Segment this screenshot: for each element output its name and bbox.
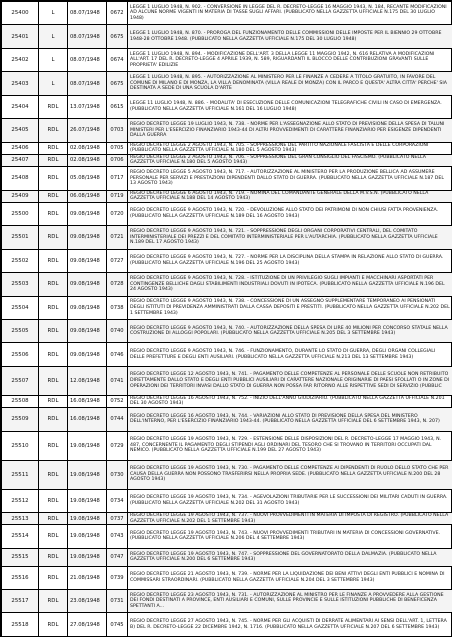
table-row (2, 190, 452, 202)
act-description: LEGGE 1 LUGLIO 1948, N. 895. - AUTORIZZAZIONE AL MINISTERO PER LE FINANZE A CEDERE A TITOLO GRATUITO, IN FAVORE DEL COMUNE DI MILANO E DI MONZA, LA VILLA DENOMINATA (VILLA REALE DI MONZA) CON IL PARCO E QUESTA' ALTRA CITTA' PERCHE' SIA DESTINATA A SEDE DI UNA SCUOLA D'ARTE (128, 72, 452, 95)
register-rows (2, 2, 452, 637)
act-date: 08.07/1948 (68, 25, 107, 48)
act-type: RDL (39, 95, 68, 118)
page-ref: 0737 (107, 513, 128, 525)
table-row (2, 343, 452, 366)
page-ref: 0674 (107, 48, 128, 71)
entry-number: 25400 (2, 2, 39, 25)
entry-number: 25518 (2, 613, 39, 636)
page-ref: 0729 (107, 431, 128, 460)
page-ref: 0752 (107, 395, 128, 407)
page-ref: 0719 (107, 190, 128, 202)
entry-number: 25508 (2, 395, 39, 407)
act-date: 12.08/1948 (68, 366, 107, 395)
page-ref: 0747 (107, 548, 128, 566)
act-date: 19.08/1948 (68, 460, 107, 489)
entry-number: 25501 (2, 226, 39, 249)
table-row (2, 548, 452, 566)
act-date: 16.08/1948 (68, 395, 107, 407)
act-date: 19.08/1948 (68, 548, 107, 566)
act-type: RDL (39, 226, 68, 249)
page-ref: 0672 (107, 2, 128, 25)
entry-number: 25507 (2, 366, 39, 395)
page-ref: 0615 (107, 95, 128, 118)
page-ref: 0705 (107, 142, 128, 154)
page-ref: 0720 (107, 202, 128, 225)
act-date: 19.08/1948 (68, 489, 107, 512)
table-row (2, 154, 452, 166)
act-type: RDL (39, 249, 68, 272)
table-row (2, 202, 452, 225)
act-type: L (39, 2, 68, 25)
table-row (2, 489, 452, 512)
act-date: 09.08/1948 (68, 226, 107, 249)
table-row (2, 95, 452, 118)
entry-number: 25407 (2, 154, 39, 166)
act-description: REGIO DECRETO LEGGE 19 AGOSTO 1943, N. 737. - NUOVI PROVVEDIMENTI IN MATERIA DI IMPOSTA DI REGISTRO. (PUBBLICATO NELLA GAZZETTA UFFICIALE N.202 DEL 1 SETTEMBRE 1943) (128, 513, 452, 525)
act-date: 02.08/1948 (68, 154, 107, 166)
act-type: RDL (39, 119, 68, 142)
act-type: RDL (39, 167, 68, 190)
act-description: REGIO DECRETO LEGGE 23 AGOSTO 1943, N. 731. - AUTORIZZAZIONE AL MINISTRO PER LE FINANZE A PROVVEDERE ALLA GESTIONE DEI FONDI DESTINATI A PROVINCE, ENTI AUSILIARI E COMUNI, SULLE PROVINCIE E SULLE ISTITUZIONI PUBBLICHE DI BENEFICENZA SPETTANTI A... (128, 589, 452, 612)
act-description: LEGGE 1 LUGLIO 1948, N. 902. - CONVERSIONE IN LEGGE DEL R. DECRETO-LEGGE 16 MAGGIO 1943, N. 184, RECANTE MODIFICAZIONI AD ALCUNE NORME VIGENTI IN MATERIA DI TASSE SUGLI AFFARI. (PUBBLICATO NELLA GAZZETTA UFFICIALE N.175 DEL 30 LUGLIO 1948) (128, 2, 452, 25)
act-type: RDL (39, 343, 68, 366)
table-row (2, 48, 452, 71)
act-description: REGIO DECRETO LEGGE 19 AGOSTO 1943, N. 747. - SOPPRESSIONE DEL GOVERNATORATO DELLA DALMAZIA. (PUBBLICATO NELLA GAZZETTA UFFICIALE N.200 DEL 6 SETTEMBRE 1943) (128, 548, 452, 566)
act-description: REGIO DECRETO LEGGE 19 AGOSTO 1943, N. 730. - PAGAMENTO DELLE COMPETENZE AI DIPENDENTI DI RUOLO DELLO STATO CHE PER CAUSA DELLA GUERRA NON POSSONO TRASFERIRSI NELLA PROPRIA SEDE. (PUBBLICATO NELLA GAZZETTA UFFICIALE N.200 DEL 28 AGOSTO 1943) (128, 460, 452, 489)
page-ref: 0741 (107, 366, 128, 395)
table-row (2, 513, 452, 525)
act-type: RDL (39, 366, 68, 395)
entry-number: 25506 (2, 343, 39, 366)
page-ref: 0706 (107, 154, 128, 166)
act-description: REGIO DECRETO LEGGE 6 AGOSTO 1943, N. 719. - NOMINA DEL COMANDANTE GENERALE DELLA M.V.S.N. (PUBBLICATO NELLA GAZZETTA UFFICIALE N.188 DEL 14 AGOSTO 1943) (128, 190, 452, 202)
act-description: REGIO DECRETO LEGGE 19 LUGLIO 1943, N. 738. - NORME PER L'ASSEGNAZIONE ALLO STATO DI PREVISIONE DELLA SPESA DI TALUNI MINISTERI PER L'ESERCIZIO FINANZIARIO 1943-44 DI ALTRI PROVVEDIMENTI DI CARATTERE FINANZIARIO PER ESIGENZE DIPENDENTI DALLA GUERRA (128, 119, 452, 142)
table-row (2, 460, 452, 489)
entry-number: 25505 (2, 319, 39, 342)
entry-number: 25512 (2, 489, 39, 512)
act-description: REGIO DECRETO LEGGE 5 AGOSTO 1943, N. 717. - AUTORIZZAZIONE AL MINISTERO PER LA PRODUZIONE BELLICA AD ASSUMERE PERSONALE PER SERVIZI E PRESTAZIONI DIPENDENTI DALLO STATO DI GUERRA. (PUBBLICATO NELLA GAZZETTA UFFICIALE N.187 DEL 13 AGOSTO 1943) (128, 167, 452, 190)
act-description: REGIO DECRETO LEGGE 9 AGOSTO 1943, N. 727. - NORME PER LA DISCIPLINA DELLA STAMPA IN RELAZIONE ALLO STATO DI GUERRA. (PUBBLICATO NELLA GAZZETTA UFFICIALE N.196 DEL 25 AGOSTO 1943) (128, 249, 452, 272)
entry-number: 25517 (2, 589, 39, 612)
entry-number: 25405 (2, 119, 39, 142)
act-description: REGIO DECRETO LEGGE 19 AGOSTO 1943, N. 729. - ESTENSIONE DELLE DISPOSIZIONI DEL R. DECRETO-LEGGE 17 MAGGIO 1943, N. 487, CONCERNENTE IL PAGAMENTO DEGLI STIPENDI AGLI ORDINARI DEL TESORO CHE SI TROVANO IN TERRITORI OCCUPATI DAL NEMICO. (PUBBLICATO NELLA GAZZETTA UFFICIALE N.199 DEL 27 AGOSTO 1943) (128, 431, 452, 460)
act-date: 06.08/1948 (68, 190, 107, 202)
page-ref: 0740 (107, 319, 128, 342)
page-ref: 0717 (107, 167, 128, 190)
table-row (2, 142, 452, 154)
act-description: REGIO DECRETO LEGGE 19 AGOSTO 1943, N. 743. - NUOVI PROVVEDIMENTI TRIBUTARI IN MATERIA DI CONCESSIONI GOVERNATIVE. (PUBBLICATO NELLA GAZZETTA UFFICIALE N.206 DEL 4 SETTEMBRE 1943) (128, 525, 452, 548)
table-row (2, 25, 452, 48)
table-row (2, 72, 452, 95)
act-date: 09.08/1948 (68, 249, 107, 272)
act-type: RDL (39, 431, 68, 460)
entry-number: 25404 (2, 95, 39, 118)
entry-number: 25401 (2, 25, 39, 48)
act-date: 19.08/1948 (68, 525, 107, 548)
act-date: 08.07/1948 (68, 48, 107, 71)
entry-number: 25515 (2, 548, 39, 566)
table-row (2, 167, 452, 190)
table-row (2, 566, 452, 589)
table-row (2, 408, 452, 431)
act-description: REGIO DECRETO LEGGE 9 AGOSTO 1943, N. 738. - CONCESSIONE DI UN ASSEGNO SUPPLEMENTARE TEMPORANEO AI PENSIONATI DEGLI ISTITUTI DI PREVIDENZA AMMINISTRATI DALLA CASSA DEPOSITI E PRESTITI. (PUBBLICATO NELLA GAZZETTA UFFICIALE N.202 DEL 1 SETTEMBRE 1943) (128, 296, 452, 319)
act-description: REGIO DECRETO LEGGE 12 AGOSTO 1943, N. 741. - PAGAMENTO DELLE COMPETENZE AL PERSONALE DELLE SCUOLE NON RETRIBUITO DIRETTAMENTE DALLO STATO E DEGLI ENTI PUBBLICI AUSILIARI DI CARATTERE NAZIONALE ORIGINARIE DI PAESI SFOLLATI O IN ZONE DI OPERAZIONI DEI TERRITORI INVASI DALLO STATO DI GUERRA NON POSSA FAR RITORNO ALLE RISPETTIVE SEDI DI SERVIZIO (PUBBLIC (128, 366, 452, 395)
table-row (2, 319, 452, 342)
page-ref: 0745 (107, 613, 128, 636)
entry-number: 25511 (2, 460, 39, 489)
page-ref: 0743 (107, 525, 128, 548)
page-ref: 0728 (107, 273, 128, 296)
entry-number: 25502 (2, 249, 39, 272)
entry-number: 25403 (2, 72, 39, 95)
page-ref: 0738 (107, 296, 128, 319)
page-ref: 0703 (107, 119, 128, 142)
act-date: 19.08/1948 (68, 431, 107, 460)
act-type: RDL (39, 489, 68, 512)
act-date: 19.08/1948 (68, 513, 107, 525)
entry-number: 25408 (2, 167, 39, 190)
entry-number: 25516 (2, 566, 39, 589)
page-ref: 0739 (107, 566, 128, 589)
act-type: L (39, 25, 68, 48)
page-ref: 0746 (107, 343, 128, 366)
act-date: 02.08/1948 (68, 142, 107, 154)
act-type: RDL (39, 548, 68, 566)
table-row (2, 366, 452, 395)
act-type: RDL (39, 408, 68, 431)
act-description: REGIO DECRETO LEGGE 16 AGOSTO 1943, N. 752. - INIZIO DELL'ANNO GIUDIZIARIO. (PUBBLICATO NELLA GAZZETTA UFFICIALE N.201 DEL 30 AGOSTO 1943) (128, 395, 452, 407)
page-ref: 0675 (107, 25, 128, 48)
act-type: RDL (39, 202, 68, 225)
act-type: L (39, 72, 68, 95)
act-date: 23.08/1948 (68, 589, 107, 612)
act-description: REGIO DECRETO LEGGE 9 AGOSTO 1943, N. 740. - AUTORIZZAZIONE DELLA SPESA DI LIRE 40 MILIONI PER CONCORSO STATALE NELLA COSTRUZIONE DI ALLOGGI POPOLARI. (PUBBLICATO NELLA GAZZETTA UFFICIALE N.205 DEL 3 SETTEMBRE 1943) (128, 319, 452, 342)
act-date: 27.08/1948 (68, 613, 107, 636)
table-row (2, 613, 452, 636)
table-row (2, 273, 452, 296)
act-date: 08.07/1948 (68, 72, 107, 95)
act-description: LEGGE 1 LUGLIO 1948, N. 894. - MODIFICAZIONE DELL'ART. 3 DELLA LEGGE 11 MAGGIO 1942, N. 616 RELATIVA A MODIFICAZIONI ALL'ART. 17 DEL R. DECRETO-LEGGE 4 APRILE 1939, N. 589, RIGUARDANTI IL BLOCCO DELLE CONTRIBUZIONI GRAVANTI SULLE PROPRIETA' EDILIZIE (128, 48, 452, 71)
act-type: RDL (39, 613, 68, 636)
act-date: 09.08/1948 (68, 343, 107, 366)
act-description: REGIO DECRETO LEGGE 9 AGOSTO 1943, N. 728. - ISTITUZIONE DI UN PRIVILEGIO SUGLI IMPIANTI E MACCHINARI ASPORTATI PER CONTINGENZE BELLICHE DAGLI STABILIMENTI INDUSTRIALI DOVUTI IN IPOTECA. (PUBBLICATO NELLA GAZZETTA UFFICIALE N.196 DEL 24 AGOSTO 1943) (128, 273, 452, 296)
act-description: REGIO DECRETO LEGGE 19 AGOSTO 1943, N. 734. - AGEVOLAZIONI TRIBUTARIE PER LE SUCCESSIONI DEI MILITARI CADUTI IN GUERRA. (PUBBLICATO NELLA GAZZETTA UFFICIALE N.202 DEL 31 AGOSTO 1943) (128, 489, 452, 512)
act-description: REGIO DECRETO LEGGE 16 AGOSTO 1943, N. 744. - VARIAZIONI ALLO STATO DI PREVISIONE DELLA SPESA DEL MINISTERO DELL'INTERNO, PER L'ESERCIZIO FINANZIARIO 1943-44. (PUBBLICATO NELLA GAZZETTA UFFICIALE DEL 6 SETTEMBRE 1943, N. 207) (128, 408, 452, 431)
act-date: 09.08/1948 (68, 296, 107, 319)
entry-number: 25504 (2, 296, 39, 319)
table-row (2, 226, 452, 249)
entry-number: 25409 (2, 190, 39, 202)
legislation-register-table (1, 1, 452, 637)
act-type: RDL (39, 296, 68, 319)
entry-number: 25402 (2, 48, 39, 71)
act-description: REGIO DECRETO LEGGE 2 AGOSTO 1943, N. 706. - SOPPRESSIONE DEL GRAN CONSIGLIO DEL FASCISMO. (PUBBLICATO NELLA GAZZETTA UFFICIALE N.180 DEL 5 AGOSTO 1943) (128, 154, 452, 166)
entry-number: 25503 (2, 273, 39, 296)
act-type: RDL (39, 566, 68, 589)
act-type: RDL (39, 190, 68, 202)
act-description: REGIO DECRETO LEGGE 9 AGOSTO 1943, N. 746. - FUNZIONAMENTO, DURANTE LO STATO DI GUERRA, DEGLI ORGANI COLLEGIALI DELLE PREFETTURE E DEGLI ENTI AUSILIARI. (PUBBLICATO NELLA GAZZETTA UFFICIALE N.213 DEL 13 SETTEMBRE 1943) (128, 343, 452, 366)
table-row (2, 119, 452, 142)
table-row (2, 395, 452, 407)
act-date: 13.07/1948 (68, 95, 107, 118)
table-row (2, 431, 452, 460)
act-date: 09.08/1948 (68, 273, 107, 296)
act-date: 09.08/1948 (68, 319, 107, 342)
act-date: 05.08/1948 (68, 167, 107, 190)
entry-number: 25514 (2, 525, 39, 548)
page-ref: 0721 (107, 226, 128, 249)
act-type: RDL (39, 525, 68, 548)
act-date: 26.07/1948 (68, 119, 107, 142)
entry-number: 25510 (2, 431, 39, 460)
table-row (2, 525, 452, 548)
act-date: 21.08/1948 (68, 566, 107, 589)
page-ref: 0727 (107, 249, 128, 272)
act-type: RDL (39, 513, 68, 525)
act-date: 16.08/1948 (68, 408, 107, 431)
page-ref: 0731 (107, 589, 128, 612)
table-row (2, 296, 452, 319)
entry-number: 25500 (2, 202, 39, 225)
act-type: RDL (39, 460, 68, 489)
act-type: RDL (39, 154, 68, 166)
page-ref: 0730 (107, 460, 128, 489)
act-type: RDL (39, 395, 68, 407)
act-type: L (39, 48, 68, 71)
act-description: REGIO DECRETO LEGGE 2 AGOSTO 1943, N. 705. - SOPPRESSIONE DEL PARTITO NAZIONALE FASCISTA E DELLE CORPORAZIONI (PUBBLICATO NELLA GAZZETTA UFFICIALE N.180 DEL 5 AGOSTO 1943) (128, 142, 452, 154)
act-type: RDL (39, 142, 68, 154)
entry-number: 25406 (2, 142, 39, 154)
table-row (2, 2, 452, 25)
page-ref: 0734 (107, 489, 128, 512)
act-type: RDL (39, 273, 68, 296)
entry-number: 25509 (2, 408, 39, 431)
act-type: RDL (39, 589, 68, 612)
act-description: LEGGE 11 LUGLIO 1948, N. 886. - MODALITA' DI ESECUZIONE DELLE COMUNICAZIONI TELEGRAFICHE CIVILI IN CASO DI EMERGENZA. (PUBBLICATO NELLA GAZZETTA UFFICIALE N.161 DEL 16 LUGLIO 1948) (128, 95, 452, 118)
act-description: REGIO DECRETO LEGGE 27 AGOSTO 1943, N. 745. - NORME PER GLI ACQUISTI DI DERRATE ALIMENTARI AI SENSI DELL'ART. 1, LETTERA B) DEL R. DECRETO-LEGGE 22 DICEMBRE 1942, N. 1716. (PUBBLICATO NELLA GAZZETTA UFFICIALE N.207 DEL 6 SETTEMBRE 1943) (128, 613, 452, 636)
act-description: REGIO DECRETO LEGGE 9 AGOSTO 1943, N. 720. - DEVOLUZIONE ALLO STATO DEI PATRIMONI DI NON CHIUSI FATTA PROVENIENZA. (PUBBLICATO NELLA GAZZETTA UFFICIALE N.189 DEL 16 AGOSTO 1943) (128, 202, 452, 225)
act-description: REGIO DECRETO LEGGE 9 AGOSTO 1943, N. 721. - SOPPRESSIONE DEGLI ORGANI CORPORATIVI CENTRALI, DEL COMITATO INTERMINISTERIALE DEI PREZZI E DEL COMITATO INTERMINISTERIALE PER L'AUTARCHIA. (PUBBLICATO NELLA GAZZETTA UFFICIALE N.189 DEL 17 AGOSTO 1943) (128, 226, 452, 249)
act-type: RDL (39, 319, 68, 342)
table-row (2, 249, 452, 272)
act-date: 09.08/1948 (68, 202, 107, 225)
entry-number: 25513 (2, 513, 39, 525)
table-row (2, 589, 452, 612)
act-description: REGIO DECRETO LEGGE 21 AGOSTO 1943, N. 739. - NORME PER LA LIQUIDAZIONE DEI BENI ATTIVI DEGLI ENTI PUBBLICI E NOMINA DI COMMISSARI STRAORDINARI. (PUBBLICATO NELLA GAZZETTA UFFICIALE N.204 DEL 3 SETTEMBRE 1943) (128, 566, 452, 589)
page-ref: 0744 (107, 408, 128, 431)
act-description: LEGGE 1 LUGLIO 1948, N. 870. - PROROGA DEL FUNZIONAMENTO DELLE COMMISSIONI DELLE IMPOSTE PER IL BIENNIO 29 OTTOBRE 1948-28 OTTOBRE 1948. (PUBBLICATO NELLA GAZZETTA UFFICIALE N.175 DEL 30 LUGLIO 1948) (128, 25, 452, 48)
act-date: 08.07/1948 (68, 2, 107, 25)
page-ref: 0675 (107, 72, 128, 95)
